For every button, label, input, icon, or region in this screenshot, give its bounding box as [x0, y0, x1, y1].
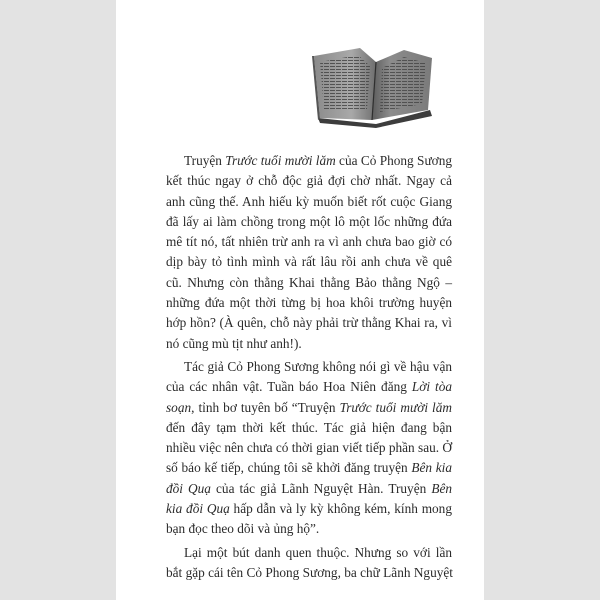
text-run: đến đây tạm thời kết thúc. Tác giả hiện đang bận [166, 419, 452, 435]
text-run: của tác giả Lãnh Nguyệt Hàn. Truyện [210, 480, 432, 496]
text-line [166, 438, 452, 458]
italic-title-text: Trước tuổi mười lăm [339, 399, 452, 415]
text-run: dịp bày tỏ tình mình và rất lâu rồi anh chưa về quê [166, 254, 452, 270]
italic-title-text: kia đồi Quạ [166, 501, 230, 517]
italic-title-text: Trước tuổi mười lăm [225, 153, 336, 168]
text-run: Truyện [184, 153, 226, 168]
text-run: của các nhân vật. Tuần báo Hoa Niên đăng [166, 379, 412, 395]
text-run: những đứa một thời từng bị hoa khôi trường huyện [166, 295, 452, 311]
text-line [166, 563, 452, 583]
text-line [166, 192, 452, 212]
text-line [166, 418, 452, 438]
text-line [166, 171, 452, 191]
text-line [166, 273, 452, 293]
text-run: , tỉnh bơ tuyên bố “Truyện [191, 399, 340, 415]
text-run: anh cũng thế. Anh hiếu kỳ muốn biết rốt cuộc Giang [166, 193, 452, 209]
text-run: hớp hồn? (À quên, chỗ này phải trừ thằng Khai ra, vì [166, 315, 452, 331]
text-run: số báo kế tiếp, chúng tôi sẽ khởi đăng truyện [166, 460, 412, 476]
text-line [166, 293, 452, 313]
paragraph [166, 357, 452, 540]
text-line [166, 151, 452, 171]
paragraph [166, 543, 452, 584]
text-run: Tác giả Cỏ Phong Sương không nói gì về hậu vận [184, 358, 452, 374]
text-line [166, 398, 452, 418]
text-run: của Cỏ Phong Sương [335, 153, 452, 168]
text-run: nó cũng mù tịt như anh!). [166, 335, 302, 351]
book-page [116, 0, 484, 600]
text-run: mê tít nó, tất nhiên trừ anh ra vì anh chưa bao giờ có [166, 234, 452, 250]
text-run: kết thúc ngay ở chỗ độc giả đợi chờ nhất. Ngay cả [166, 173, 452, 189]
text-run: cũ. Nhưng còn thằng Khai thằng Bảo thằng Ngộ – [166, 274, 452, 290]
text-line [166, 479, 452, 499]
italic-title-text: Lời tòa [411, 379, 452, 395]
text-line [166, 377, 452, 397]
text-run: bạn đọc theo dõi và ủng hộ”. [166, 521, 320, 537]
text-run: Lại một bút danh quen thuộc. Nhưng so với lần [184, 544, 452, 560]
text-line [166, 519, 452, 539]
text-run: nhiều việc nên chưa có thời gian viết tiếp phần sau. Ở [166, 440, 452, 456]
body-text [166, 151, 452, 583]
text-line [166, 334, 452, 354]
italic-title-text: soạn [166, 399, 192, 415]
text-line [166, 212, 452, 232]
text-line [166, 499, 452, 519]
italic-title-text: Bên [431, 480, 453, 496]
paragraph [166, 151, 452, 354]
text-line [166, 313, 452, 333]
italic-title-text: Bên kia [411, 460, 452, 476]
text-line [166, 458, 452, 478]
text-line [166, 543, 452, 563]
text-line [166, 252, 452, 272]
open-book-illustration [312, 44, 434, 128]
text-run: đã lấy ai làm chồng trong một lô một lốc những đứa [166, 213, 452, 229]
text-run: hấp dẫn và ly kỳ không kém, kính mong [229, 501, 452, 517]
text-run: bắt gặp cái tên Cỏ Phong Sương, ba chữ Lãnh Nguyệt [166, 564, 453, 580]
text-line [166, 232, 452, 252]
italic-title-text: đồi Quạ [166, 480, 211, 496]
text-line [166, 357, 452, 377]
